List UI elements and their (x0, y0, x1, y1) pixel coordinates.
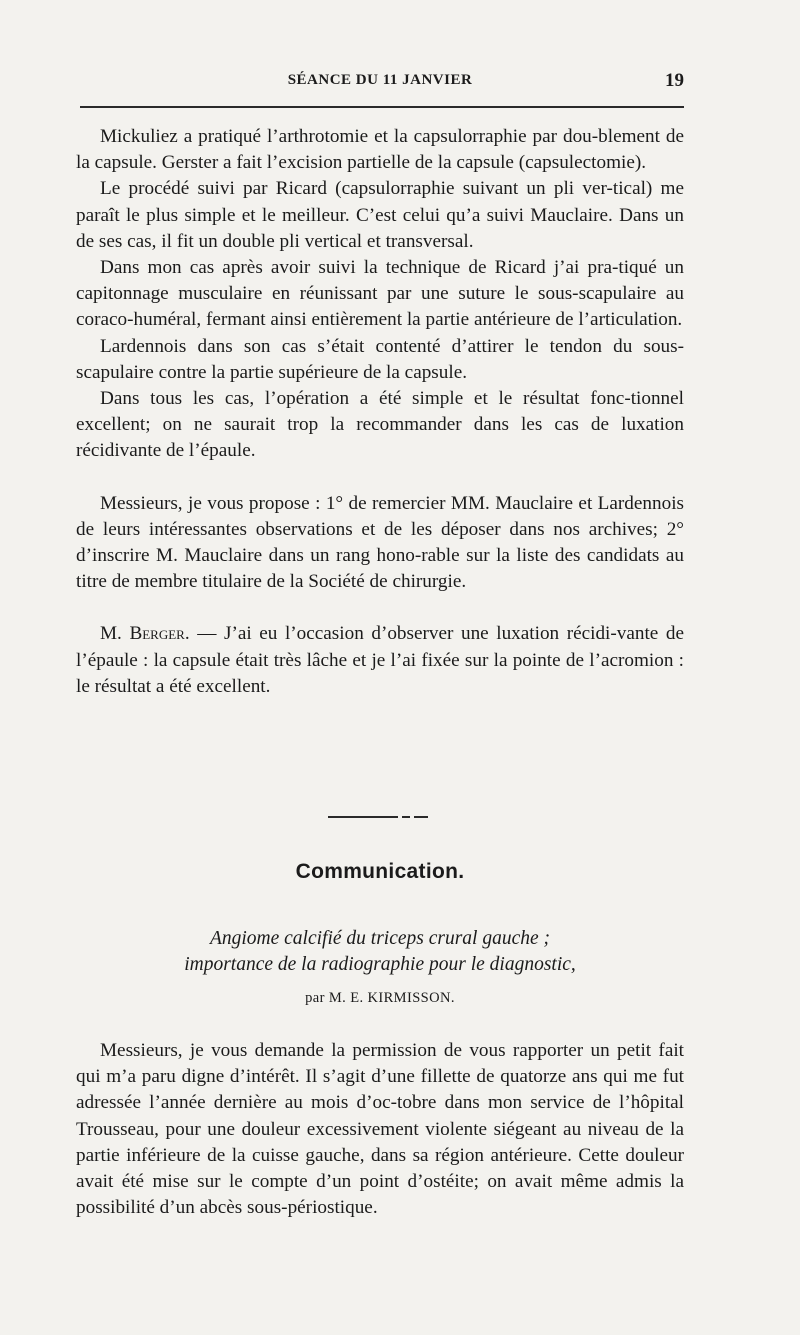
paragraph-conclusion: Dans tous les cas, l’opération a été simple et le résultat fonc-tionnel excellent; on ne saurait trop la recommander dans les cas de luxation récidivante de l’épaule. (76, 388, 684, 462)
speaker-name: Berger (129, 623, 185, 645)
paragraph-capsulorraphie: Mickuliez a pratiqué l’arthrotomie et la capsulorraphie par dou-blement de la capsule. Gerster a fait l’excision partielle de la capsule (capsulectomie). (76, 126, 684, 174)
running-head-title: SÉANCE DU 11 JANVIER (287, 72, 473, 88)
page-number: 19 (665, 70, 684, 91)
discussion-text: . — J’ai eu l’occasion d’observer une luxation récidi-vante de l’épaule : la capsule était très lâche et je l’ai fixée sur la pointe de l’acromion : le résultat a été excellent. (76, 623, 684, 697)
speaker-prefix: M. (100, 623, 130, 645)
paragraph-lardennois: Lardennois dans son cas s’était contenté d’attirer le tendon du sous-scapulaire contre la partie supérieure de la capsule. (76, 335, 684, 383)
article-title-line-1: Angiome calcifié du triceps crural gauche ; (209, 928, 551, 949)
paragraph-proposal: Messieurs, je vous propose : 1° de remercier MM. Mauclaire et Lardennois de leurs intéressantes observations et de les déposer dans nos archives; 2° d’inscrire M. Mauclaire dans un rang hono-rable sur la liste des candidats au titre de membre titulaire de la Société de chirurgie. (76, 492, 684, 593)
running-head (76, 70, 684, 94)
report-body (76, 124, 684, 700)
header-rule (80, 106, 684, 108)
paragraph-own-case: Dans mon cas après avoir suivi la technique de Ricard j’ai pra-tiqué un capitonnage musculaire en réunissant par une suture le sous-scapulaire au coraco-huméral, fermant ainsi entièrement la partie antérieure de l’articulation. (76, 257, 684, 331)
paragraph-discussion (76, 621, 684, 700)
article-title-line-2: importance de la radiographie pour le diagnostic, (184, 954, 576, 975)
section-separator (328, 816, 428, 818)
paragraph-article-intro: Messieurs, je vous demande la permission de vous rapporter un petit fait qui m’a paru digne d’intérêt. Il s’agit d’une fillette de quatorze ans qui me fut adressée l’année dernière au mois d’oc-tobre dans mon service de l’hôpital Trousseau, pour une douleur excessivement violente siégeant au niveau de la partie inférieure de la cuisse gauche, dans sa région antérieure. Cette douleur avait été mise sur le compte d’un point d’ostéite; on avait même admis la possibilité d’un abcès sous-périostique. (76, 1040, 684, 1219)
article-byline: par M. E. KIRMISSON. (305, 990, 455, 1006)
article-body (76, 1038, 684, 1221)
article-title (76, 926, 684, 978)
paragraph-gap (76, 595, 684, 621)
paragraph-gap (76, 465, 684, 491)
paragraph-ricard-procedure: Le procédé suivi par Ricard (capsulorraphie suivant un pli ver-tical) me paraît le plus simple et le meilleur. C’est celui qu’a suivi Mauclaire. Dans un de ses cas, il fit un double pli vertical et transversal. (76, 178, 684, 252)
section-title: Communication. (295, 860, 465, 883)
